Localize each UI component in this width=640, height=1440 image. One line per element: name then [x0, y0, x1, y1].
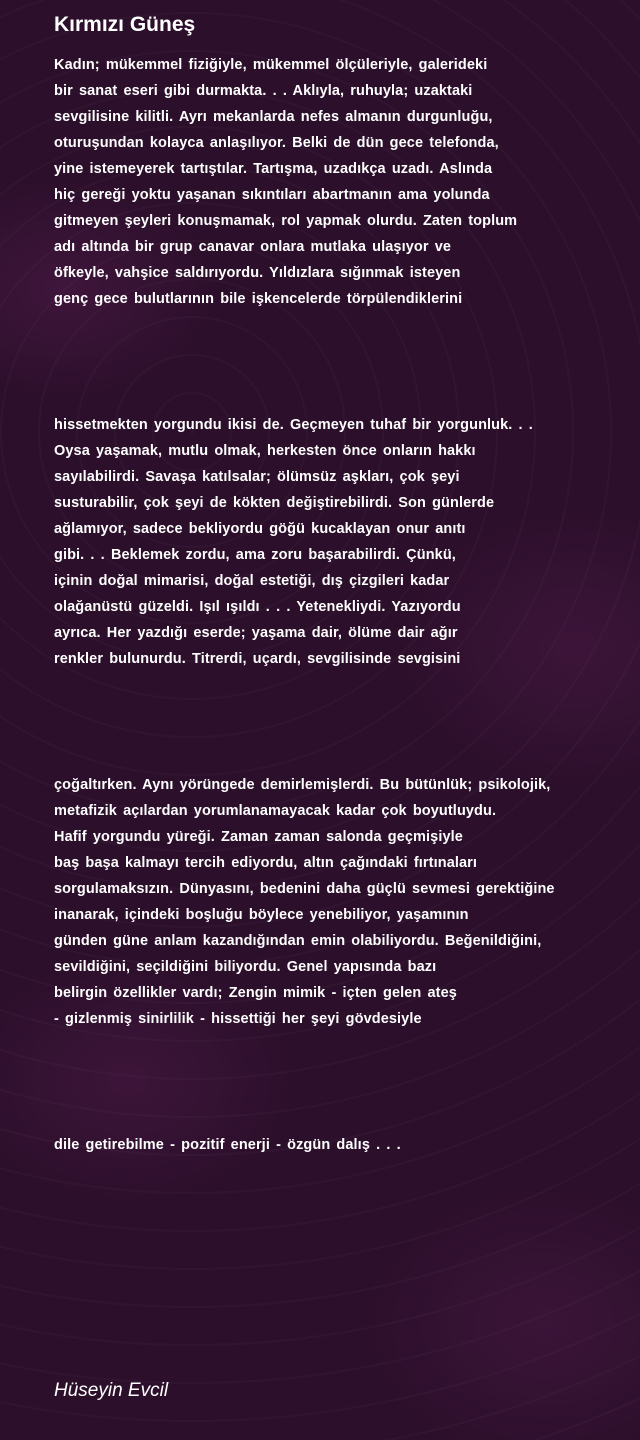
poem-line: belirgin özellikler vardı; Zengin mimik - içten gelen ateş	[54, 985, 457, 1001]
poem-line: renkler bulunurdu. Titrerdi, uçardı, sevgilisinde sevgisini	[54, 651, 461, 667]
poem-line: sevgilisine kilitli. Ayrı mekanlarda nefes almanın durgunluğu,	[54, 109, 493, 125]
poem-line: baş başa kalmayı tercih ediyordu, altın çağındaki fırtınaları	[54, 855, 478, 871]
poem-line: inanarak, içindeki boşluğu böylece yenebiliyor, yaşamının	[54, 907, 469, 923]
poem-line: ağlamıyor, sadece bekliyordu göğü kucaklayan onur anıtı	[54, 521, 466, 537]
poem-line: günden güne anlam kazandığından emin olabiliyordu. Beğenildiğini,	[54, 933, 542, 949]
poem-line: sevildiğini, seçildiğini biliyordu. Genel yapısında bazı	[54, 959, 437, 975]
author-name: Hüseyin Evcil	[54, 1380, 169, 1401]
poem-line: gitmeyen şeyleri konuşmamak, rol yapmak olurdu. Zaten toplum	[54, 213, 518, 229]
poem-line: dile getirebilme - pozitif enerji - özgün dalış . . .	[54, 1137, 401, 1153]
poem-line: ayrıca. Her yazdığı eserde; yaşama dair, ölüme dair ağır	[54, 625, 458, 641]
poem-line: yine istemeyerek tartıştılar. Tartışma, uzadıkça uzadı. Aslında	[54, 161, 493, 177]
poem-line: çoğaltırken. Aynı yörüngede demirlemişlerdi. Bu bütünlük; psikolojik,	[54, 777, 551, 793]
stanza-4	[54, 1132, 624, 1158]
poem-line: susturabilir, çok şeyi de kökten değiştirebilirdi. Son günlerde	[54, 495, 495, 511]
poem-line: hissetmekten yorgundu ikisi de. Geçmeyen tuhaf bir yorgunluk. . .	[54, 417, 533, 433]
poem-line: Hafif yorgundu yüreği. Zaman zaman salonda geçmişiyle	[54, 829, 463, 845]
poem-line: Oysa yaşamak, mutlu olmak, herkesten önce onların hakkı	[54, 443, 476, 459]
poem-line: genç gece bulutlarının bile işkencelerde törpülendiklerini	[54, 291, 463, 307]
poem-line: hiç gereği yoktu yaşanan sıkıntıları abartmanın ama yolunda	[54, 187, 490, 203]
stanza-2	[54, 412, 624, 672]
poem-line: öfkeyle, vahşice saldırıyordu. Yıldızlara sığınmak isteyen	[54, 265, 461, 281]
poem-line: adı altında bir grup canavar onlara mutlaka ulaşıyor ve	[54, 239, 452, 255]
poem-line: oturuşundan kolayca anlaşılıyor. Belki de dün gece telefonda,	[54, 135, 499, 151]
poem-title: Kırmızı Güneş	[54, 13, 196, 36]
stanza-3	[54, 772, 624, 1032]
poem-line: bir sanat eseri gibi durmakta. . . Aklıyla, ruhuyla; uzaktaki	[54, 83, 473, 99]
poem-line: - gizlenmiş sinirlilik - hissettiği her şeyi gövdesiyle	[54, 1011, 422, 1027]
poem-line: metafizik açılardan yorumlanamayacak kadar çok boyutluydu.	[54, 803, 497, 819]
poem-line: Kadın; mükemmel fiziğiyle, mükemmel ölçüleriyle, galerideki	[54, 57, 488, 73]
poem-line: sayılabilirdi. Savaşa katılsalar; ölümsüz aşkları, çok şeyi	[54, 469, 460, 485]
stanza-1	[54, 52, 624, 312]
poem-line: olağanüstü güzeldi. Işıl ışıldı . . . Yetenekliydi. Yazıyordu	[54, 599, 461, 615]
poem-line: içinin doğal mimarisi, doğal estetiği, dış çizgileri kadar	[54, 573, 450, 589]
poem-line: gibi. . . Beklemek zordu, ama zoru başarabilirdi. Çünkü,	[54, 547, 456, 563]
poem-line: sorgulamaksızın. Dünyasını, bedenini daha güçlü sevmesi gerektiğine	[54, 881, 555, 897]
